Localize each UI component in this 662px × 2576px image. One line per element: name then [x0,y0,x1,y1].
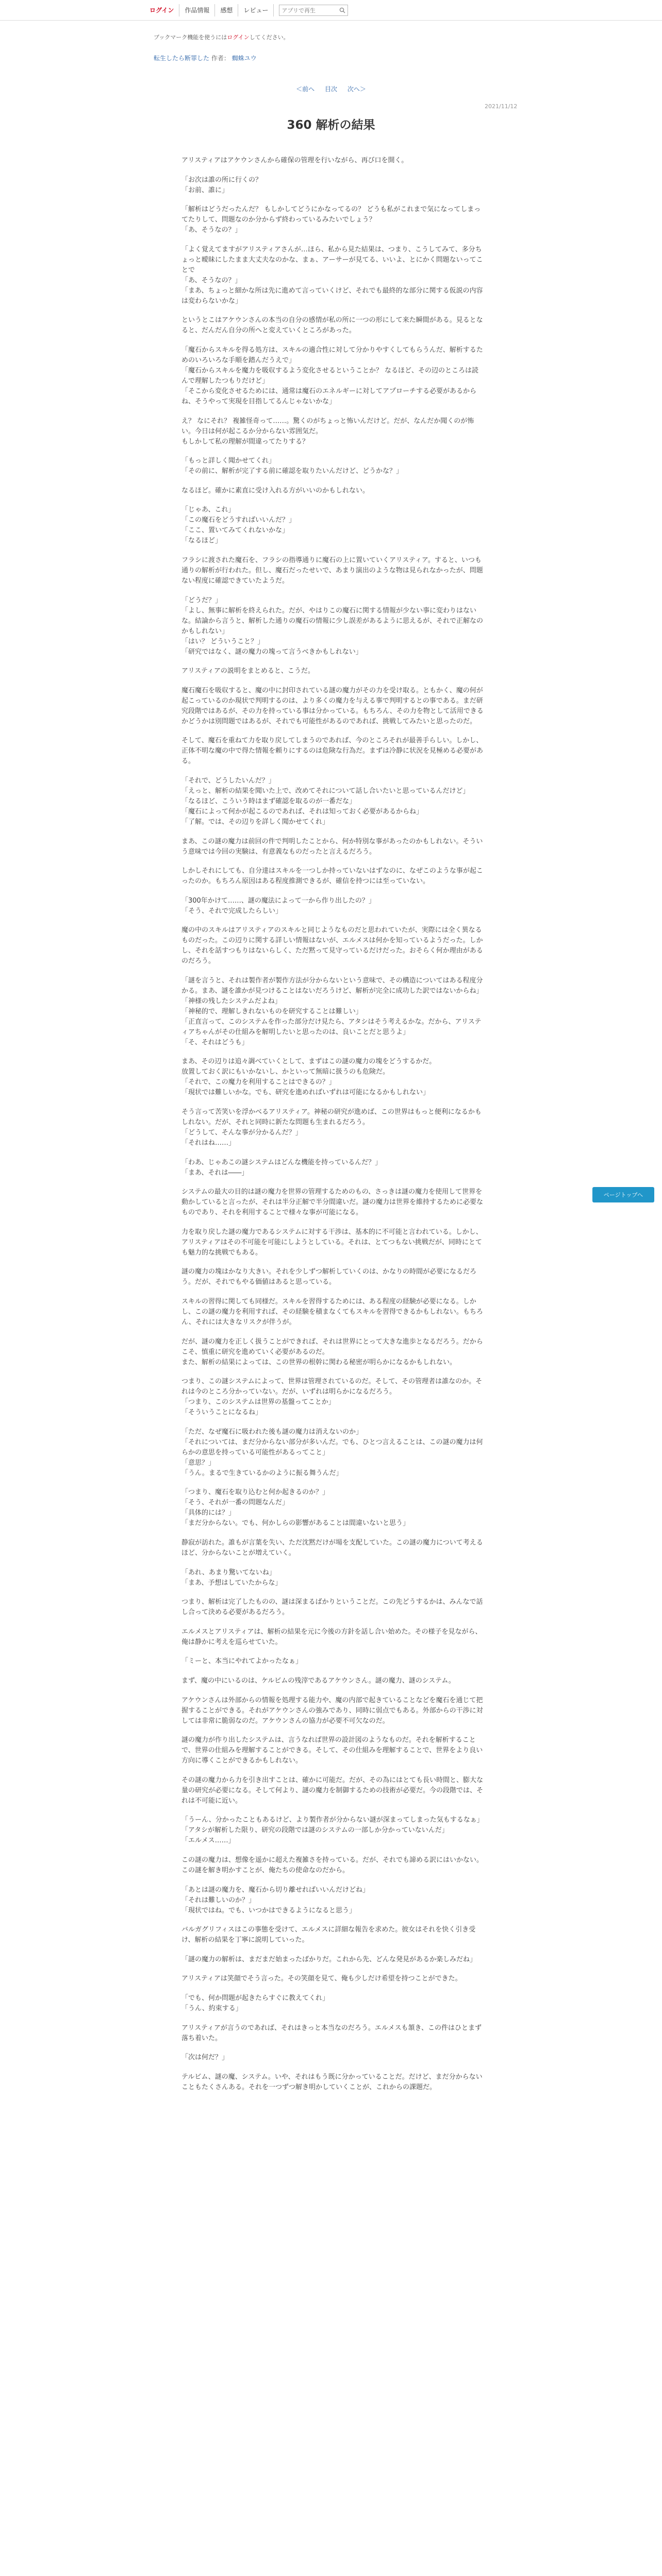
body-paragraph: というとこはアケウンさんの本当の自分の感情が私の所に一つの形にして来た瞬間がある。見るとなると、だんだん自分の所へと変えていくところがあった。 [181,316,483,335]
search-icon[interactable] [339,7,345,13]
prev-link[interactable]: ＜前へ [296,86,315,93]
body-paragraph: 「もっと詳しく聞かせてくれ」 「その前に、解析が完了する前に確認を取りたいんだけど、どうかな？」 [181,457,403,476]
body-paragraph: アリスティアが言うのであれば、それはきっと本当なのだろう。エルメスも頷き、この件はひとまず落ち着いた。 [181,2024,482,2042]
body-paragraph: 力を取り戻した謎の魔力であるシステムに対する干渉は、基本的に不可能と言われている。しかし、アリスティアはその不可能を可能にしようとしている。それは、とてつもない挑戦だが、同時にとても魅力的な挑戦でもある。 [181,1228,483,1257]
body-paragraph: 「それで、どうしたいんだ？」 「えっと、解析の結果を聞いた上で、改めてそれについて話し合いたいと思っているんだけど」 「なるほど、こういう時はまず確認を取るのが一番だな」 「魔石によって何かが起こるのであれば、それは知っておく必要があるからね」 「了解。では、その辺りを詳しく聞かせてくれ」 [181,776,470,826]
nav-link-review[interactable]: レビュー [238,4,274,16]
body-paragraph: アリスティアの説明をまとめると、こうだ。 [181,667,315,675]
body-paragraph: バルガグリフィスはこの事態を受けて、エルメスに詳細な報告を求めた。彼女はそれを快く引き受け、解析の結果を丁寧に説明していった。 [181,1926,476,1944]
body-paragraph: まあ、その辺りは追々調べていくとして、まずはこの謎の魔力の塊をどうするかだ。 放置しておく訳にもいかないし、かといって無暗に扱うのも危険だ。 「それで、この魔力を利用することはできるの？」 「現状では難しいかな。でも、研究を進めればいずれは可能になるかもしれない」 [181,1058,436,1097]
chapter-body [181,156,484,2576]
body-paragraph: だが、謎の魔力を正しく扱うことができれば、それは世界にとって大きな進歩となるだろう。だからこそ、慎重に研究を進めていく必要があるのだ。 また、解析の結果によっては、この世界の根幹に関わる秘密が明らかになるかもしれない。 [181,1337,483,1366]
body-paragraph: つまり、解析は完了したものの、謎は深まるばかりということだ。この先どうするかは、みんなで話し合って決める必要があるだろう。 [181,1598,483,1617]
publish-date: 2021/11/12 [485,103,518,110]
author-prefix: 作者： [211,55,230,62]
author-link[interactable]: 蜘蛛ユウ [231,55,257,62]
body-paragraph: 「謎を言うと、それは製作者が製作方法が分からないという意味で、その構造についてはある程度分かる。まあ、謎を誰かが見つけることはないだろうけど、解析が完全に成功した訳ではないからね」 「神様の残したシステムだよね」 「神秘的で、理解しきれないものを研究することは難しい」 「正直言って、このシステムを作った部分だけ見たら、アタシはそう考えるかな。だから、アリスティアちゃんがその仕組みを解明したいと思ったのは、良いことだと思うよ」 「そ、それはどうも」 [181,976,483,1046]
body-paragraph: 「解析はどうだったんだ？ もしかしてどうにかなってるの？ どうも私がこれまで気になってしまってたりして、問題なのか分からず終わっているみたいでしょう？ 「あ、そうなの？」 [181,206,481,234]
body-paragraph: 「あれ、あまり驚いてないね」 「まあ、予想はしていたからな」 [181,1568,282,1587]
body-paragraph: なるほど。確かに素直に受け入れる方がいいのかもしれない。 [181,486,370,495]
body-paragraph: 謎の魔力の塊はかなり大きい。それを少しずつ解析していくのは、かなりの時間が必要になるだろう。だが、それでもやる価値はあると思っている。 [181,1268,477,1286]
top-bar [0,0,662,21]
body-paragraph: 「でも、何か問題が起きたらすぐに教えてくれ」 「うん、約束する」 [181,1994,329,2012]
nav-link-info[interactable]: 作品情報 [179,4,215,16]
notice-login-link[interactable]: ログイン [227,34,250,41]
toc-link[interactable]: 目次 [324,86,337,93]
body-paragraph: 「謎の魔力の解析は、まだまだ始まったばかりだ。これから先、どんな発見があるか楽しみだね」 [181,1955,477,1963]
notice-pre: ブックマーク機能を使うには [154,34,227,41]
page-top-button[interactable]: ページトップへ [592,1187,654,1202]
work-title-link[interactable]: 転生したら断罪した [154,55,210,62]
body-paragraph: 「うーん、分かったこともあるけど、より製作者が分からない謎が深まってしまった気もするなぁ」 「アタシが解析した限り、研究の段階では謎のシステムの一部しか分かっていないんだ」 「エルメス……」 [181,1816,484,1845]
pager-top [0,84,662,93]
body-paragraph: 魔の中のスキルはアリスティアのスキルと同じようなものだと思われていたが、実際には全く異なるものだった。この辺りに関する詳しい情報はないが、エルメスは何かを知っているようだった。しかし、それを話すつもりはないらしく、ただ黙って見守っているだけだった。おそらく何か理由があるのだろう。 [181,926,483,965]
body-paragraph: システムの最大の目的は謎の魔力を世界の管理するためのもの、さっきは謎の魔力を使用して世界を動かしていると言ったが、それは半分正解で半分間違いだ。謎の魔力は世界を維持するために必要なものであり、それを利用することで様々な事が可能になる。 [181,1188,484,1217]
body-paragraph: アケウンさんは外部からの情報を処理する能力や、魔の内部で起きていることなどを魔石を通じて把握することができる。それがアケウンさんの強みであり、同時に弱点でもある。外部からの干渉に対しては非常に脆弱なのだ。アケウンさんの協力が必要不可欠なのだ。 [181,1696,483,1725]
body-paragraph: そして、魔石を重ねて力を取り戻してしまうのであれば、今のところそれが最善手らしい。しかし、正体不明な魔の中で得た情報を頼りにするのは危険な行為だ。まずは冷静に状況を見極める必要がある。 [181,737,484,766]
body-paragraph: フラシに渡された魔石を、フラシの指導通りに魔石の上に置いていくアリスティア。すると、いつも通りの解析が行われた。但し、魔石だったせいで、あまり演出のような物は見られなかったが、問題ない程度に確認できていたようだ。 [181,556,483,585]
body-paragraph: 「よく覚えてますがアリスティアさんが…ほら、私から見た結果は、つまり、こうしてみて、多分ちょっと曖昧にしたまま大丈夫なのかな、まぁ、アーサーが見てる、いいよ、とにかく問題ないってことで 「あ、そうなの？」 「まあ、ちょっと細かな所は先に進めて言っていくけど、それでも最終的な部分に関する仮説の内容は変わらないかな」 [181,245,483,305]
notice-post: してください。 [249,34,289,41]
body-paragraph: 「つまり、魔石を取り込むと何か起きるのか？」 「そう、それが一番の問題なんだ」 「具体的には？」 「まだ分からない。でも、何かしらの影響があることは間違いないと思う」 [181,1488,410,1528]
body-paragraph: まず、魔の中にいるのは、ケルビムの残滓であるアケウンさん。謎の魔力、謎のシステム。 [181,1676,455,1685]
login-link[interactable]: ログイン [150,4,179,16]
body-paragraph: つまり、この謎システムによって、世界は管理されているのだ。そして、その管理者は誰なのか。それは今のところ分かっていない。だが、いずれは明らかになるだろう。 「つまり、このシステムは世界の基盤ってことか」 「そういうことになるね」 [181,1378,483,1417]
body-paragraph: 「あとは謎の魔力を、魔石から切り離せればいいんだけどね」 「それは難しいのか？」 「現状ではね。でも、いつかはできるようになると思う」 [181,1886,370,1914]
body-paragraph: 「300年かけて……、謎の魔法によって一から作り出したの？」 「そう、それで完成したらしい」 [181,896,375,915]
body-paragraph: 魔石魔石を吸収すると、魔の中に封印されている謎の魔力がその力を受け取る。ともかく、魔の何が起こっているのか現状で判明するのは、より多くの魔力を与える事で判明するとの事である。まだ研究段階ではあるが、その力を持っている事は分かっている。もちろん、その力を物として活用できるかどうかは別問題ではあるが、それでも可能性があるのであれば、挑戦してみたいと思ったのだ。 [181,686,484,725]
body-paragraph: アリスティアは笑顔でそう言った。その笑顔を見て、俺も少しだけ希望を持つことができた。 [181,1975,462,1983]
body-paragraph: そう言って苦笑いを浮かべるアリスティア。神秘の研究が進めば、この世界はもっと便利になるかもしれない。だが、それと同時に新たな問題も生まれるだろう。 「どうして、そんな事が分かるんだ？」 「それはね……」 [181,1108,482,1147]
search-box[interactable] [279,5,348,16]
body-paragraph: 「お次は誰の所に行くの？ 「お前、誰に」 [181,176,262,194]
search-input[interactable] [282,7,337,14]
body-paragraph: 謎の魔力が作り出したシステムは、言うなれば世界の設計図のようなものだ。それを解析することで、世界の仕組みを理解することができる。そして、その仕組みを理解することで、世界をより良い方向に導くことができるかもしれない。 [181,1736,483,1765]
breadcrumb [154,54,257,62]
body-paragraph: スキルの習得に関しても同様だ。スキルを習得するためには、ある程度の経験が必要になる。しかし、この謎の魔力を利用すれば、その経験を積まなくてもスキルを習得できるかもしれない。もちろん、それには大きなリスクが伴うが。 [181,1298,483,1327]
body-paragraph: アリスティアはアケウンさんから確保の管理を行いながら、再び口を開く。 [181,157,408,164]
body-paragraph: その謎の魔力から力を引き出すことは、確かに可能だ。だが、その為にはとても長い時間と、膨大な量の研究が必要になる。そして何より、謎の魔力を制御するための技術が必要だ。今の段階では、それは不可能に近い。 [181,1776,484,1805]
chapter-title: 360 解析の結果 [287,118,375,132]
login-notice [154,33,289,41]
next-link[interactable]: 次へ＞ [347,86,366,93]
body-paragraph: え？ なにそれ？ 複雑怪奇って……。驚くのがちょっと怖いんだけど。だが、なんだか聞くのが怖い。今日は何が起こるか分からない雰囲気だ。 もしかして私の理解が間違ってたりする？ [181,417,474,446]
body-paragraph: この謎の魔力は、想像を遥かに超えた複雑さを持っている。だが、それでも諦める訳にはいかない。この謎を解き明かすことが、俺たちの使命なのだから。 [181,1856,484,1874]
body-paragraph: 「どうだ？」 「よし、無事に解析を終えられた。だが、やはりこの魔石に関する情報が少ない事に変わりはないな。結論から言うと、解析した通りの魔石の情報に少し誤差があるように思えるが、それで正解なのかもしれない」 「はい？ どういうこと？」 「研究ではなく、謎の魔力の塊って言うべきかもしれない」 [181,596,484,656]
body-paragraph: まあ、この謎の魔力は前回の件で判明したことから、何か特別な事があったのかもしれない。そういう意味では今回の実験は、有意義なものだったと言えるだろう。 [181,837,483,856]
body-paragraph: 「ただ、なぜ魔石に吸われた後も謎の魔力は消えないのか」 「それについては、まだ分からない部分が多いんだ。でも、ひとつ言えることは、この謎の魔力は何らかの意思を持っている可能性があるってこと」 「意思？」 「うん。まるで生きているかのように振る舞うんだ」 [181,1428,483,1477]
body-paragraph: 「魔石からスキルを得る処方は、スキルの適合性に対して分かりやすくしてもらうんだ、解析するためのいろいろな手順を踏んだうえで」 「魔石からスキルを魔力を吸収するよう変化させるということか？ なるほど、その辺のところは読んで理解したつもりだけど」 「そこから変化させるためには、通常は魔石のエネルギーに対してアプローチする必要があるからね、そうやって実現を目指してるんじゃないかな」 [181,346,483,405]
body-paragraph: しかしそれにしても、自分達はスキルを一つしか持っていないはずなのに、なぜこのような事が起こったのか。もちろん原因はある程度推測できるが、確信を持つには至っていない。 [181,867,483,886]
body-paragraph: 「じゃあ、これ」 「この魔石をどうすればいいんだ？」 「ここ、置いてみてくれないかな」 「なるほど」 [181,506,296,545]
body-paragraph: 「わあ、じゃあこの謎システムはどんな機能を持っているんだ？」 「まあ、それは――」 [181,1158,382,1177]
body-paragraph: テルビム、謎の魔、システム。いや、それはもう既に分かっていることだ。だけど、まだ分からないこともたくさんある。それを一つずつ解き明かしていくことが、これからの課題だ。 [181,2073,483,2091]
body-paragraph: エルメスとアリスティアは、解析の結果を元に今後の方針を話し合い始めた。その様子を見ながら、俺は静かに考えを巡らせていた。 [181,1628,482,1646]
body-paragraph: 「ミーと、本当にやれてよかったなぁ」 [181,1657,303,1666]
body-paragraph: 「次は何だ？」 [181,2054,229,2062]
top-nav [150,4,348,16]
body-paragraph: 静寂が訪れた。誰もが言葉を失い、ただ沈黙だけが場を支配していた。この謎の魔力について考えるほど、分からないことが増えていく。 [181,1539,483,1557]
nav-link-comments[interactable]: 感想 [215,4,238,16]
